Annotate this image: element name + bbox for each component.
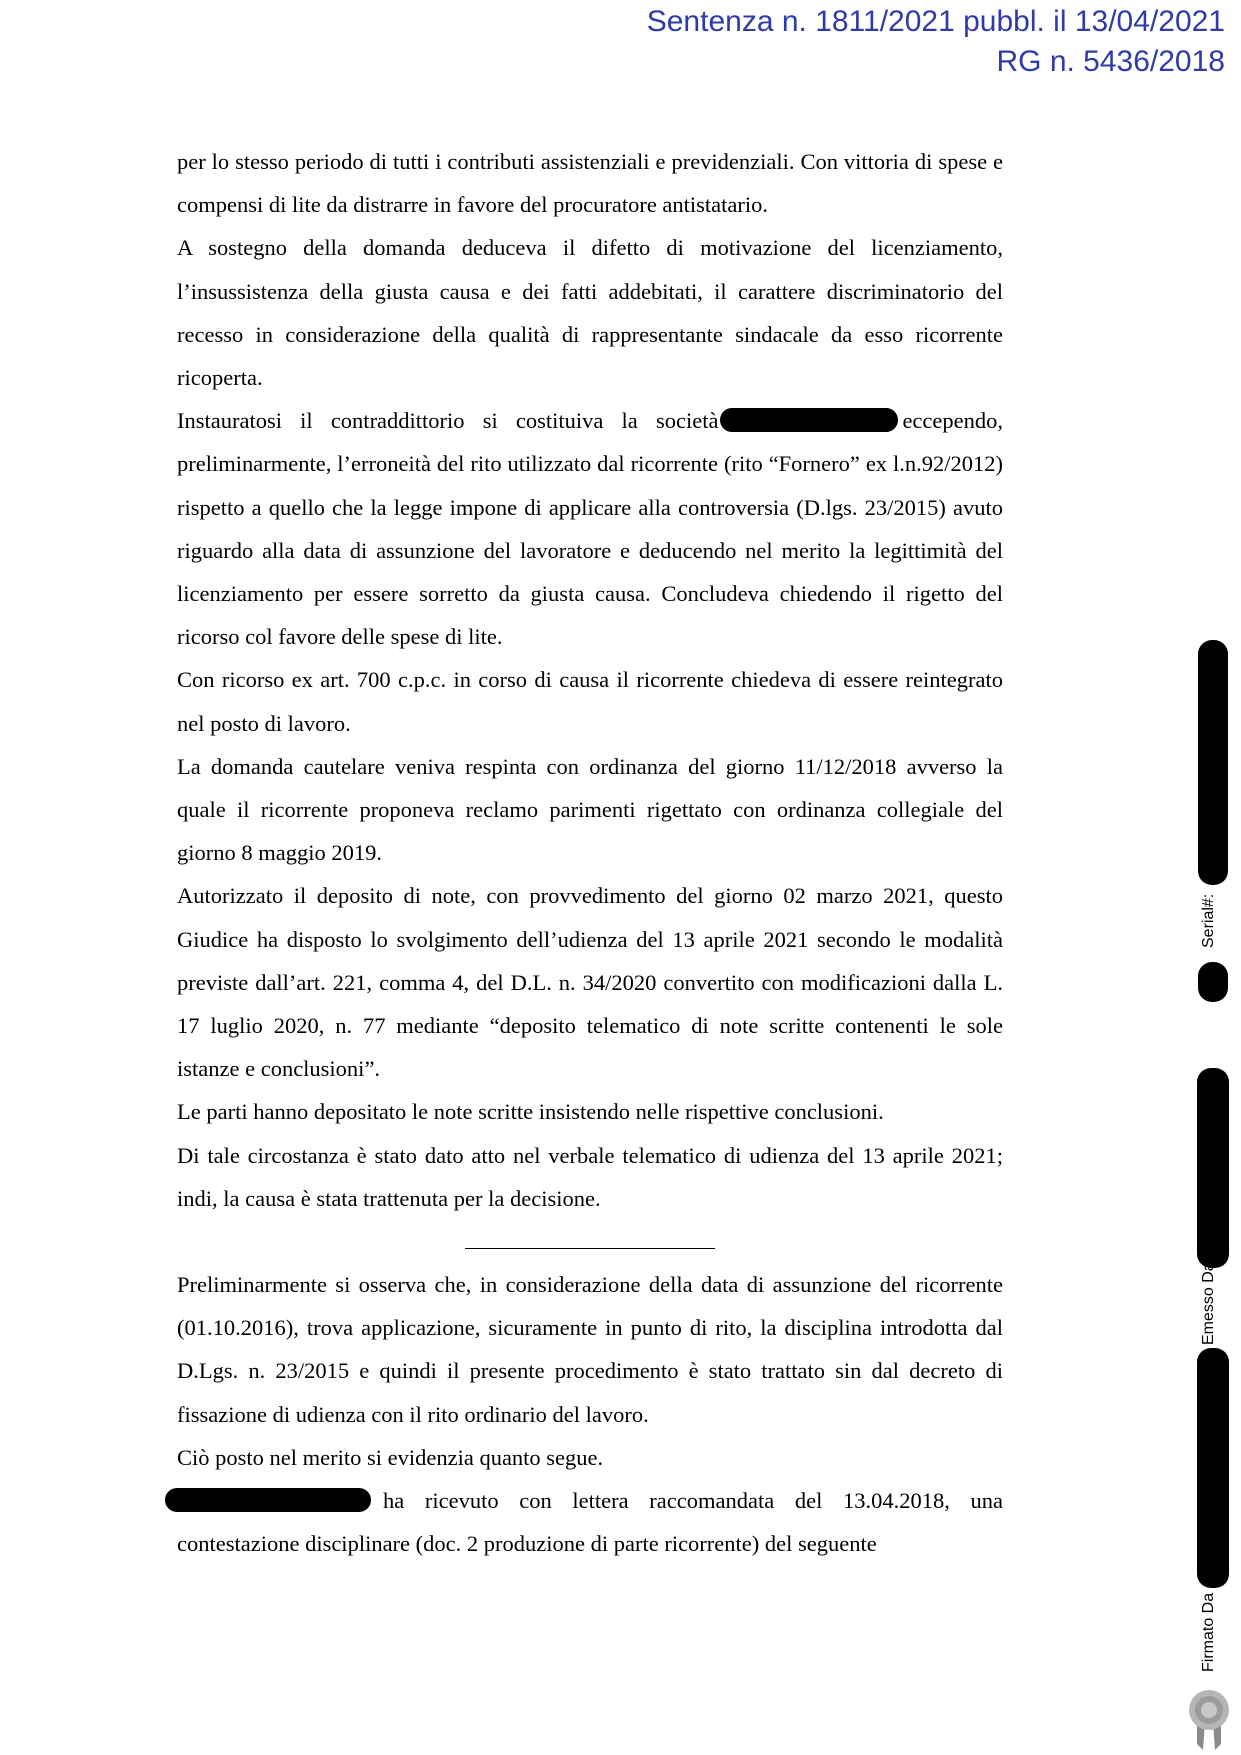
- paragraph: [177, 1479, 1003, 1565]
- paragraph-text: ha ricevuto con lettera raccomandata del 13.04.2018, una contestazione disciplinare (doc. 2 produzione di parte ricorrente) del seguente: [177, 1488, 1003, 1557]
- redacted-signature-block: [1197, 1068, 1229, 1268]
- section-divider: [177, 1220, 1003, 1263]
- paragraph: Preliminarmente si osserva che, in considerazione della data di assunzione del ricorrente (01.10.2016), trova applicazione, sicuramente in punto di rito, la disciplina introdotta dal D.Lgs. n. 23/2015 e quindi il presente procedimento è stato trattato sin dal decreto di fissazione di udienza con il rito ordinario del lavoro.: [177, 1272, 1003, 1427]
- paragraph: Di tale circostanza è stato dato atto nel verbale telematico di udienza del 13 aprile 2021; indi, la causa è stata trattenuta per la decisione.: [177, 1142, 1003, 1211]
- case-number: RG n. 5436/2018: [996, 45, 1225, 78]
- redacted-signature-block: [1197, 1348, 1229, 1588]
- redacted-company-name: [720, 408, 898, 432]
- redacted-signature-block: [1198, 640, 1228, 885]
- signature-signer-label: Firmato Da: [1200, 1592, 1217, 1672]
- sentence-number: Sentenza n. 1811/2021 pubbl. il 13/04/2021: [646, 5, 1225, 38]
- paragraph: per lo stesso periodo di tutti i contributi assistenziali e previdenziali. Con vittoria di spese e compensi di lite da distrarre in favore del procuratore antistatario.: [177, 149, 1003, 218]
- seal-icon: [1185, 1688, 1233, 1752]
- sentence-stamp: [647, 2, 1225, 82]
- paragraph: [177, 399, 1003, 658]
- signature-serial-label: Serial#:: [1200, 893, 1217, 948]
- document-body: [177, 140, 1003, 1566]
- paragraph: Autorizzato il deposito di note, con provvedimento del giorno 02 marzo 2021, questo Giudice ha disposto lo svolgimento dell’udienza del 13 aprile 2021 secondo le modalità previste dall’art. 221, comma 4, del D.L. n. 34/2020 convertito con modificazioni dalla L. 17 luglio 2020, n. 77 mediante “deposito telematico di note scritte contenenti le sole istanze e conclusioni”.: [177, 883, 1003, 1082]
- redacted-signature-block: [1198, 962, 1228, 1002]
- paragraph: A sostegno della domanda deduceva il difetto di motivazione del licenziamento, l’insussistenza della giusta causa e dei fatti addebitati, il carattere discriminatorio del recesso in considerazione della qualità di rappresentante sindacale da esso ricorrente ricoperta.: [177, 235, 1003, 391]
- redacted-person-name: [165, 1488, 371, 1512]
- paragraph: Le parti hanno depositato le note scritte insistendo nelle rispettive conclusioni.: [177, 1099, 884, 1125]
- signature-issuer-label: Emesso Da: [1200, 1262, 1217, 1345]
- paragraph: Ciò posto nel merito si evidenzia quanto segue.: [177, 1444, 604, 1470]
- paragraph-text: Instauratosi il contraddittorio si costituiva la società: [177, 408, 719, 434]
- paragraph: Con ricorso ex art. 700 c.p.c. in corso di causa il ricorrente chiedeva di essere reintegrato nel posto di lavoro.: [177, 667, 1003, 736]
- paragraph-text: eccependo, preliminarmente, l’erroneità del rito utilizzato dal ricorrente (rito “Fornero” ex l.n.92/2012) rispetto a quello che la legge impone di applicare alla controversia (D.lgs. 23/2015) avuto riguardo alla data di assunzione del lavoratore e deducendo nel merito la legittimità del licenziamento per essere sorretto da giusta causa. Concludeva chiedendo il rigetto del ricorso col favore delle spese di lite.: [177, 408, 1003, 650]
- paragraph: La domanda cautelare veniva respinta con ordinanza del giorno 11/12/2018 avverso la quale il ricorrente proponeva reclamo parimenti rigettato con ordinanza collegiale del giorno 8 maggio 2019.: [177, 753, 1003, 866]
